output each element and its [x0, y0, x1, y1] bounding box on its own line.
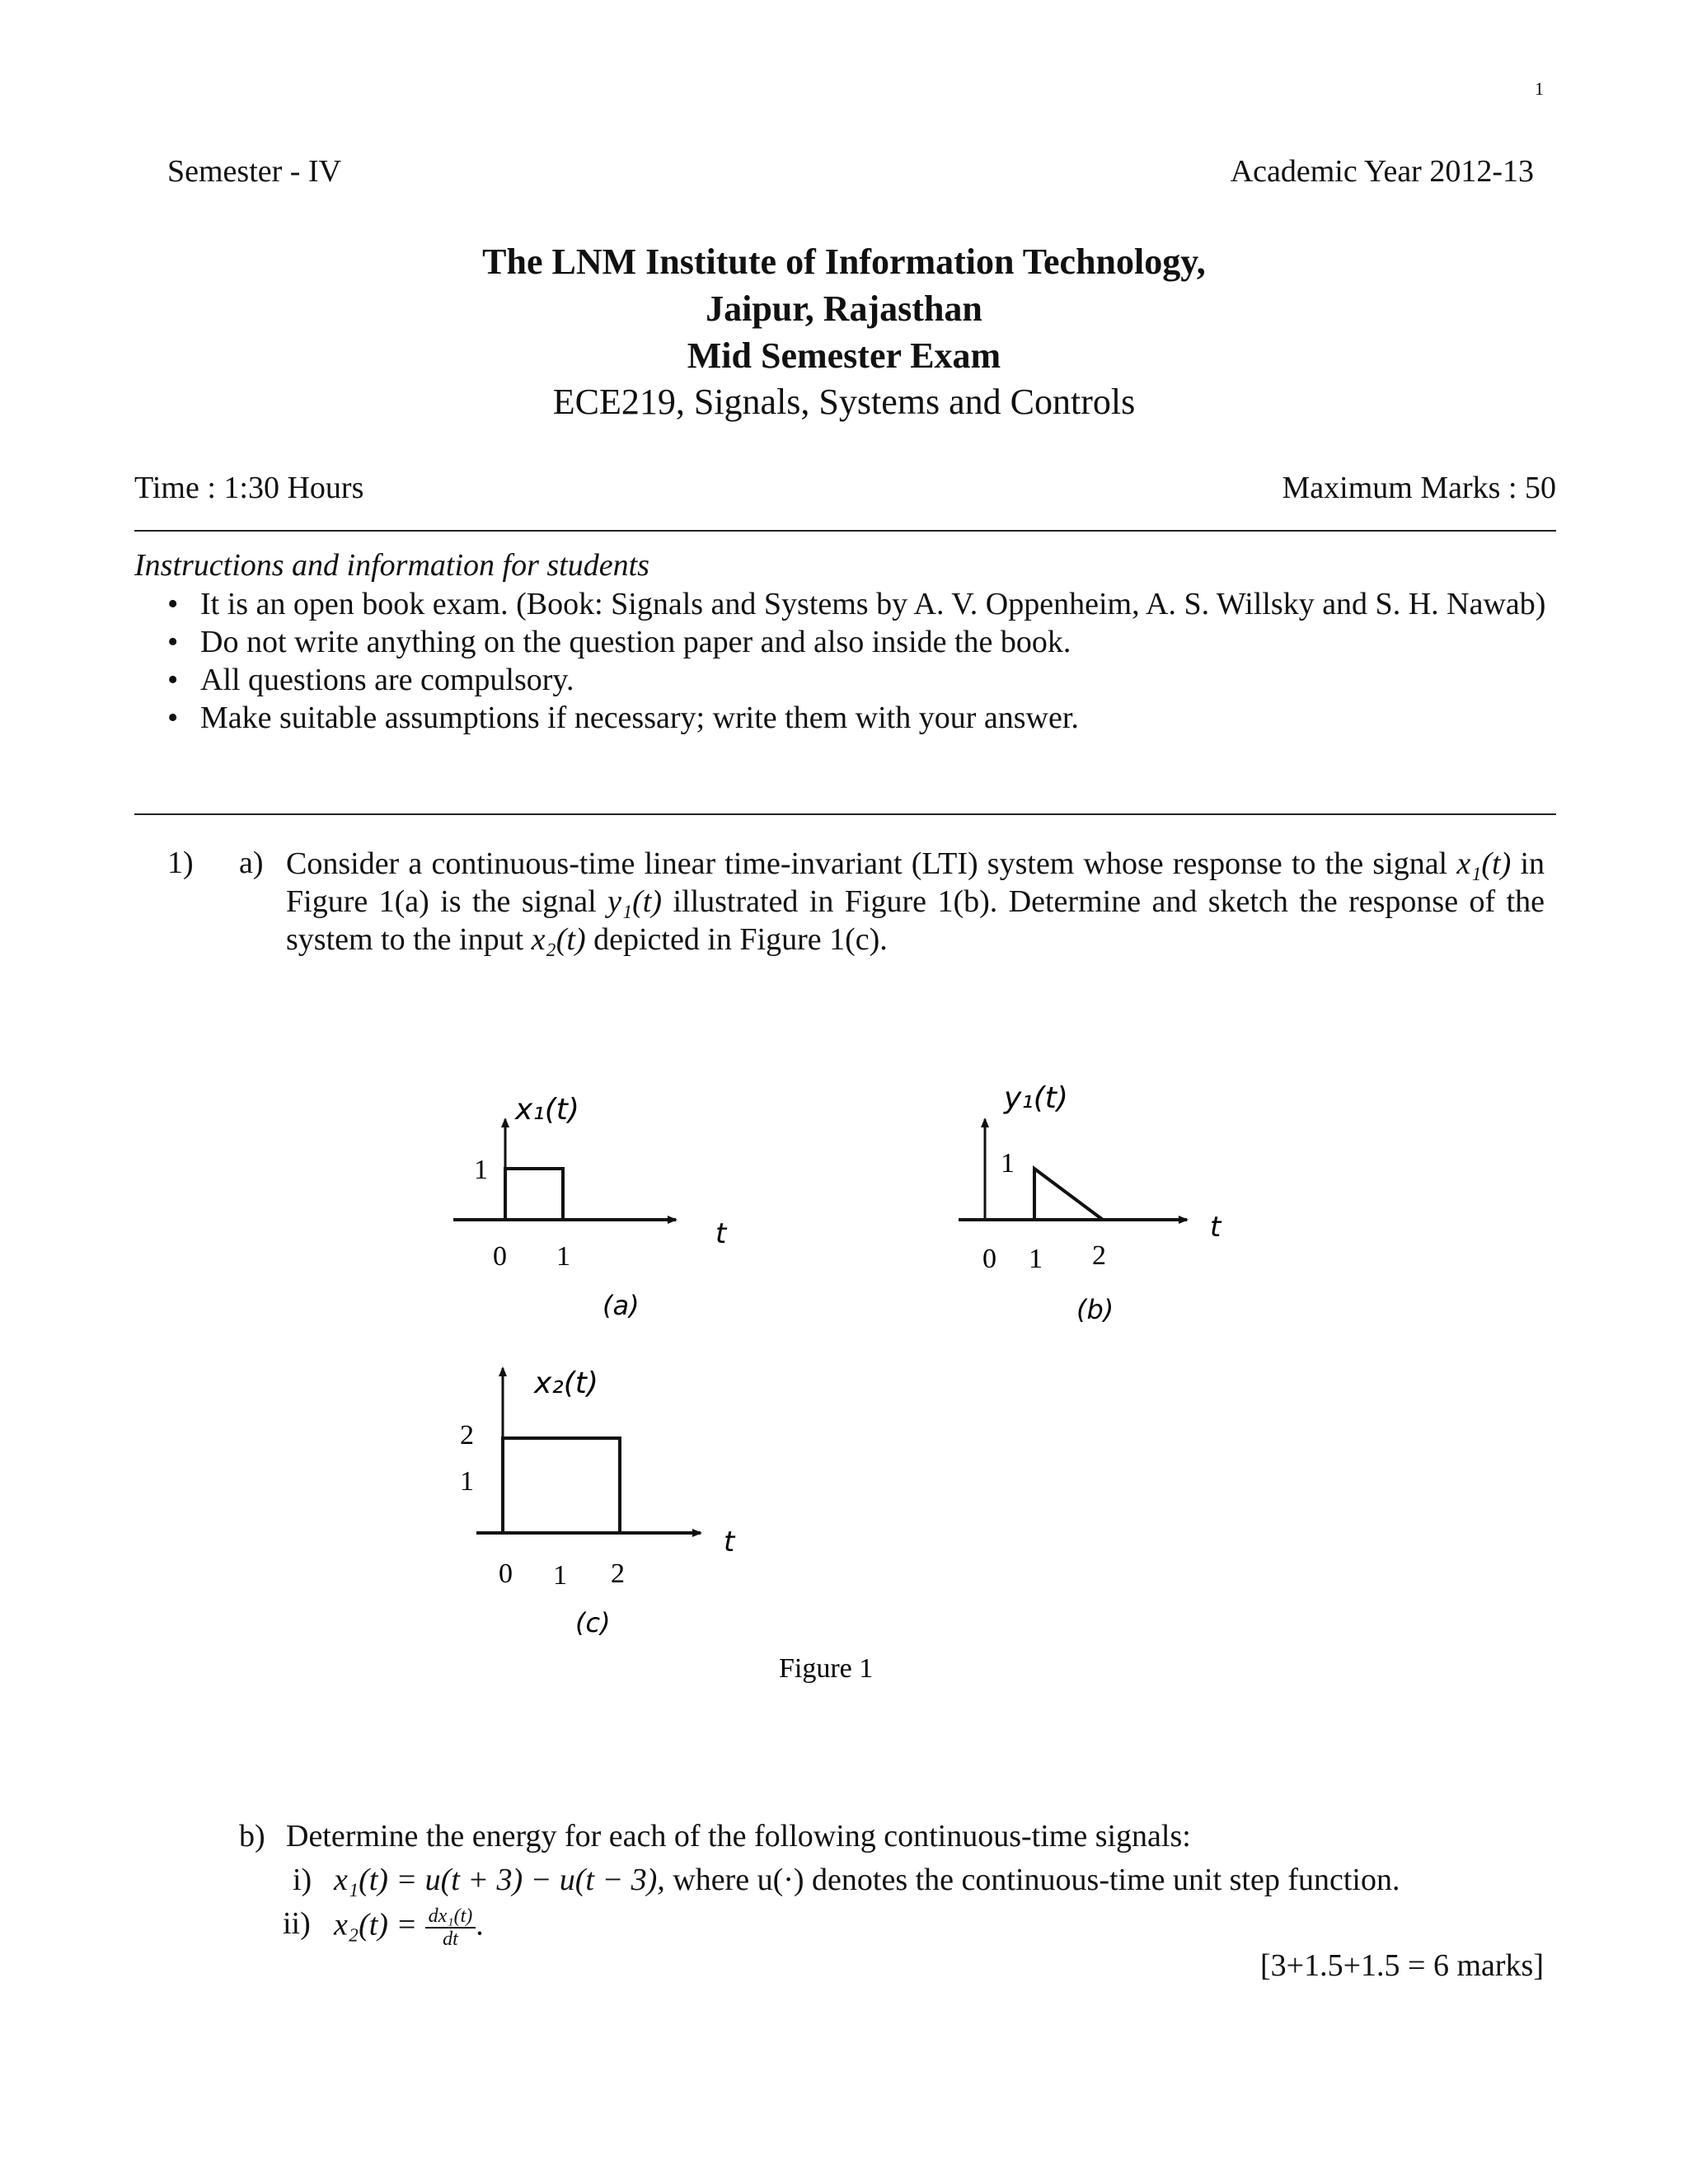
plot-c-caption: (c)	[575, 1607, 611, 1638]
part-b-label: b)	[239, 1819, 265, 1854]
y1-symbol: y₁(t)	[607, 884, 663, 919]
plot-b-ylabel: y₁(t)	[1004, 1081, 1068, 1115]
institute-location: Jaipur, Rajasthan	[706, 288, 982, 329]
plot-a-level-label: 1	[474, 1155, 488, 1185]
institute-title: The LNM Institute of Information Technology,	[482, 241, 1206, 282]
plot-b	[959, 1081, 1222, 1325]
plot-a-caption: (a)	[603, 1290, 640, 1321]
question-number: 1)	[167, 846, 194, 880]
part-a-text-2: in Figure 1(a) is the signal	[286, 846, 1545, 919]
plot-b-tick-2: 2	[1092, 1240, 1106, 1271]
plot-b-tick-0: 0	[982, 1244, 996, 1274]
plot-c-pulse	[503, 1438, 620, 1533]
semester-label: Semester - IV	[167, 154, 342, 189]
plot-a-tick-0: 0	[493, 1241, 507, 1272]
part-b-ii-label: ii)	[283, 1906, 311, 1941]
plot-b-level-label: 1	[1001, 1148, 1015, 1179]
instruction-item: • It is an open book exam. (Book: Signals and Systems by A. V. Oppenheim, A. S. Willsky and S. H. Nawab)	[161, 585, 1562, 623]
part-b-i-line	[334, 1862, 1400, 1898]
plot-c-tick-1: 1	[553, 1560, 567, 1591]
instruction-item: • Make suitable assumptions if necessary; write them with your answer.	[161, 699, 1562, 737]
exam-time: Time : 1:30 Hours	[134, 471, 364, 505]
part-a-label: a)	[239, 846, 264, 880]
part-b-i-text: where u(·) denotes the continuous-time unit step function.	[673, 1863, 1400, 1897]
plot-b-xlabel: t	[1210, 1211, 1221, 1244]
plot-c-ylabel: x₂(t)	[534, 1366, 598, 1400]
plot-c-level-1: 1	[460, 1466, 474, 1497]
page-number: 1	[1535, 78, 1544, 99]
plot-c-xlabel: t	[724, 1526, 735, 1558]
course-title: ECE219, Signals, Systems and Controls	[552, 382, 1136, 422]
plot-a-xlabel: t	[715, 1217, 727, 1250]
plot-c-tick-2: 2	[611, 1558, 625, 1589]
part-b-i-expr: x₁(t) = u(t + 3) − u(t − 3),	[334, 1863, 665, 1897]
exam-title: Mid Semester Exam	[687, 335, 1001, 376]
plot-a	[453, 1093, 728, 1321]
part-a-text-4: depicted in Figure 1(c).	[593, 922, 888, 957]
plot-b-ramp	[1034, 1169, 1103, 1220]
part-b-ii-line: x₂(t) = $\frac{\text{dx₁(t)}}{dt}$ .	[334, 1905, 484, 1950]
instructions-heading: Instructions and information for students	[134, 548, 649, 583]
fraction-denominator: dt	[443, 1929, 458, 1950]
instruction-item: • All questions are compulsory.	[161, 661, 1562, 699]
max-marks: Maximum Marks : 50	[1282, 471, 1556, 505]
part-a-text-1: Consider a continuous-time linear time-invariant (LTI) system whose response to the signal	[286, 846, 1448, 881]
derivative-fraction	[425, 1905, 476, 1950]
academic-year-label: Academic Year 2012-13	[1230, 154, 1534, 189]
x1-symbol: x₁(t)	[1456, 846, 1512, 881]
plot-b-caption: (b)	[1076, 1294, 1114, 1325]
part-b-ii-lhs: x₂(t) =	[334, 1907, 418, 1943]
instruction-item: • Do not write anything on the question paper and also inside the book.	[161, 623, 1562, 661]
marks-allocation: [3+1.5+1.5 = 6 marks]	[1260, 1948, 1544, 1983]
part-b-i-label: i)	[293, 1863, 312, 1897]
plot-a-ylabel: x₁(t)	[515, 1093, 579, 1127]
x2-symbol: x₂(t)	[531, 922, 586, 957]
plot-b-tick-1: 1	[1029, 1244, 1043, 1274]
plot-a-pulse	[505, 1169, 563, 1220]
part-b-intro: Determine the energy for each of the following continuous-time signals:	[286, 1819, 1191, 1854]
plot-c	[460, 1366, 736, 1638]
plot-c-tick-0: 0	[499, 1558, 513, 1589]
plot-c-level-2: 2	[460, 1420, 474, 1451]
fraction-numerator: dx₁(t)	[425, 1905, 476, 1929]
figure-caption: Figure 1	[779, 1653, 874, 1684]
part-a-text-3: illustrated in Figure 1(b). Determine and sketch the response of the system to the input	[286, 884, 1545, 957]
plot-a-tick-1: 1	[556, 1241, 570, 1272]
